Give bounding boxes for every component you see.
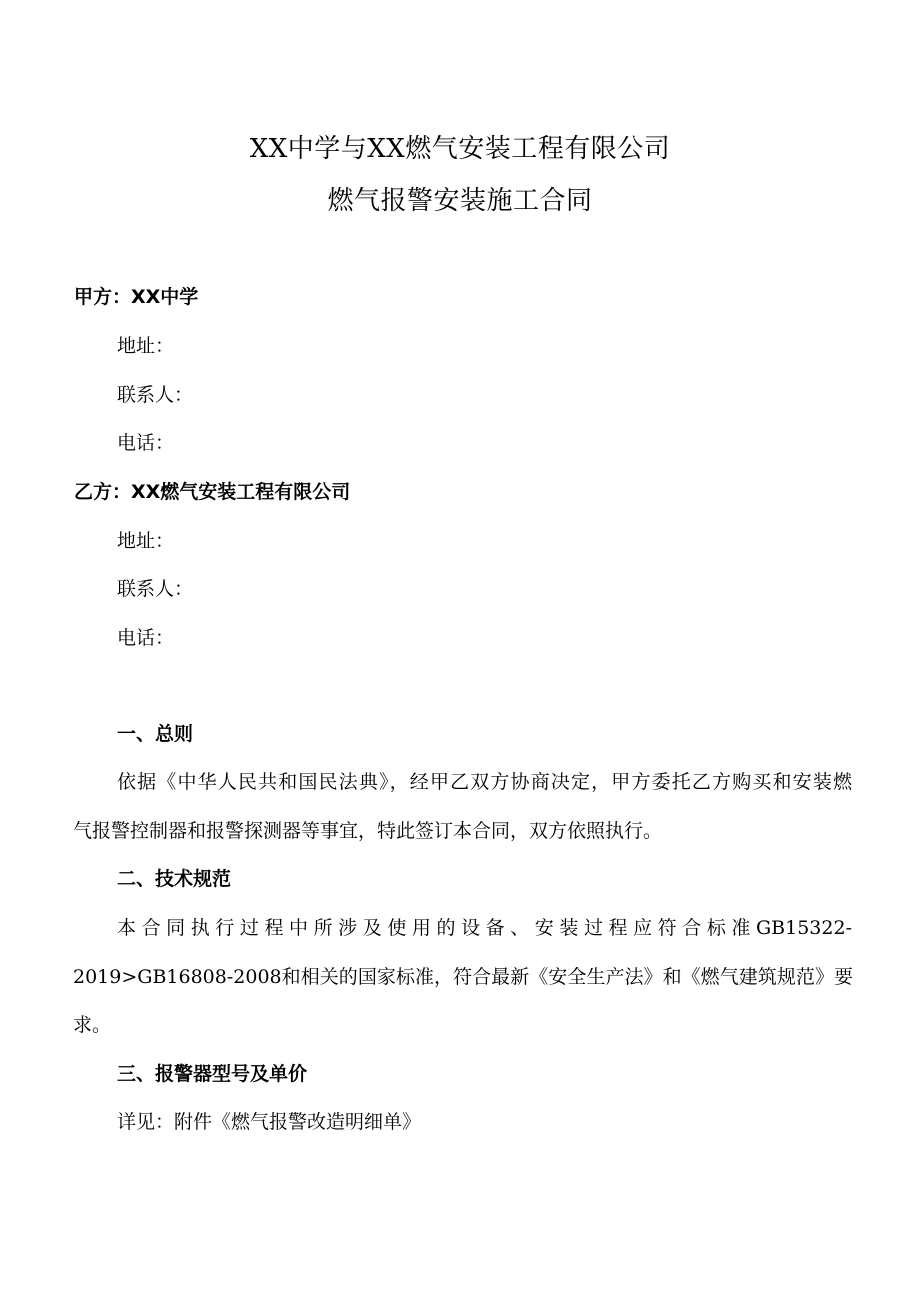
section-3-heading: 三、报警器型号及单价: [117, 1063, 308, 1085]
party-b-heading: 乙方：XX燃气安装工程有限公司: [74, 481, 351, 503]
section-1-line-2: 气报警控制器和报警探测器等事宜，特此签订本合同，双方依照执行。: [73, 820, 663, 842]
party-a-contact-label: 联系人：: [117, 384, 194, 406]
document-title-line1: XX中学与XX燃气安装工程有限公司: [249, 134, 671, 164]
party-a-heading: 甲方：XX中学: [74, 286, 199, 308]
section-1-line-1: 依据《中华人民共和国民法典》，经甲乙双方协商决定，甲方委托乙方购买和安装燃: [117, 771, 852, 793]
section-2-line-1: 本合同执行过程中所涉及使用的设备、安装过程应符合标准GB15322-: [117, 917, 852, 939]
party-b-contact-label: 联系人：: [117, 578, 194, 600]
party-a-phone-label: 电话：: [117, 432, 175, 454]
document-title-line2: 燃气报警安装施工合同: [327, 186, 593, 216]
party-a-address-label: 地址：: [117, 335, 175, 357]
section-2-line-2: 2019>GB16808-2008和相关的国家标准，符合最新《安全生产法》和《燃气建筑规范》要: [73, 966, 853, 988]
section-2-heading: 二、技术规范: [117, 868, 232, 890]
section-3-line-1: 详见：附件《燃气报警改造明细单》: [117, 1111, 422, 1133]
party-b-phone-label: 电话：: [117, 627, 175, 649]
section-1-heading: 一、总则: [117, 723, 194, 745]
party-b-address-label: 地址：: [117, 530, 175, 552]
section-2-line-3: 求。: [73, 1014, 112, 1036]
